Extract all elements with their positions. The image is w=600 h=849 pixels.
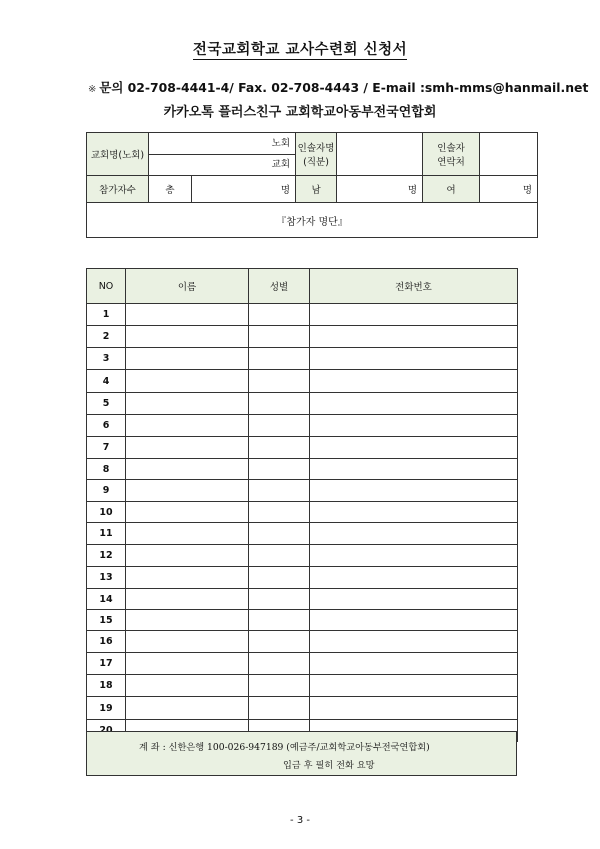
- contact-info: 문의 02-708-4441-4/ Fax. 02-708-4443 / E-mail :smh-mms@hanmail.net: [99, 80, 589, 95]
- row-number: 17: [87, 653, 126, 675]
- total-label: 총: [149, 176, 192, 203]
- name-cell[interactable]: [126, 545, 249, 567]
- table-row: [87, 545, 518, 567]
- contact-line: [88, 78, 588, 96]
- phone-cell[interactable]: [310, 523, 518, 545]
- table-row: [87, 393, 518, 415]
- gender-cell[interactable]: [249, 370, 310, 393]
- leader-contact-label: [423, 133, 480, 176]
- table-row: [87, 653, 518, 675]
- leader-contact-label-line2: 연락처: [437, 157, 465, 168]
- row-number: 2: [87, 326, 126, 348]
- participants-label: 참가자수: [87, 176, 149, 203]
- name-cell[interactable]: [126, 589, 249, 610]
- payment-info: [86, 731, 517, 776]
- participant-list-title: 『참가자 명단』: [87, 203, 538, 238]
- phone-cell[interactable]: [310, 415, 518, 437]
- column-header-name: 이름: [126, 269, 249, 304]
- table-row: [87, 697, 518, 720]
- name-cell[interactable]: [126, 304, 249, 326]
- table-row: [87, 631, 518, 653]
- participant-rows: [87, 304, 518, 742]
- gender-cell[interactable]: [249, 348, 310, 370]
- phone-cell[interactable]: [310, 567, 518, 589]
- gender-cell[interactable]: [249, 589, 310, 610]
- table-row: [87, 589, 518, 610]
- phone-cell[interactable]: [310, 697, 518, 720]
- phone-cell[interactable]: [310, 326, 518, 348]
- phone-cell[interactable]: [310, 502, 518, 523]
- name-cell[interactable]: [126, 348, 249, 370]
- total-count-field[interactable]: 명: [192, 176, 296, 203]
- church-suffix: 교회: [271, 159, 291, 170]
- organization-name: 카카오톡 플러스친구 교회학교아동부전국연합회: [163, 105, 437, 120]
- table-row: [87, 523, 518, 545]
- name-cell[interactable]: [126, 393, 249, 415]
- phone-cell[interactable]: [310, 437, 518, 459]
- name-cell[interactable]: [126, 437, 249, 459]
- gender-cell[interactable]: [249, 415, 310, 437]
- church-name-field[interactable]: [149, 133, 296, 176]
- document-title: 전국교회학교 교사수련회 신청서: [192, 42, 408, 58]
- table-row: [87, 567, 518, 589]
- row-number: 8: [87, 459, 126, 480]
- church-name-label: 교회명(노회): [87, 133, 149, 176]
- leader-name-label: [296, 133, 337, 176]
- row-number: 14: [87, 589, 126, 610]
- row-number: 18: [87, 675, 126, 697]
- gender-cell[interactable]: [249, 502, 310, 523]
- phone-cell[interactable]: [310, 480, 518, 502]
- table-row: [87, 304, 518, 326]
- female-count-field[interactable]: 명: [480, 176, 538, 203]
- gender-cell[interactable]: [249, 393, 310, 415]
- leader-contact-field[interactable]: [480, 133, 538, 176]
- phone-cell[interactable]: [310, 304, 518, 326]
- phone-cell[interactable]: [310, 370, 518, 393]
- table-row: [87, 326, 518, 348]
- phone-cell[interactable]: [310, 589, 518, 610]
- phone-cell[interactable]: [310, 545, 518, 567]
- gender-cell[interactable]: [249, 326, 310, 348]
- participant-table: [86, 268, 518, 742]
- phone-cell[interactable]: [310, 675, 518, 697]
- name-cell[interactable]: [126, 459, 249, 480]
- gender-cell[interactable]: [249, 437, 310, 459]
- page-number: - 3 -: [290, 815, 310, 826]
- name-cell[interactable]: [126, 610, 249, 631]
- name-cell[interactable]: [126, 370, 249, 393]
- name-cell[interactable]: [126, 326, 249, 348]
- row-number: 5: [87, 393, 126, 415]
- gender-cell[interactable]: [249, 675, 310, 697]
- name-cell[interactable]: [126, 697, 249, 720]
- row-number: 3: [87, 348, 126, 370]
- gender-cell[interactable]: [249, 304, 310, 326]
- gender-cell[interactable]: [249, 610, 310, 631]
- name-cell[interactable]: [126, 653, 249, 675]
- row-number: 19: [87, 697, 126, 720]
- name-cell[interactable]: [126, 415, 249, 437]
- bank-account: 계 좌 : 신한은행 100-026-947189 (예금주/교회학교아동부전국연합회): [139, 742, 430, 753]
- church-info-table: [86, 132, 538, 238]
- row-number: 11: [87, 523, 126, 545]
- row-number: 16: [87, 631, 126, 653]
- column-header-no: NO: [87, 269, 126, 304]
- row-number: 15: [87, 610, 126, 631]
- gender-cell[interactable]: [249, 459, 310, 480]
- row-number: 4: [87, 370, 126, 393]
- table-row: [87, 480, 518, 502]
- row-number: 7: [87, 437, 126, 459]
- table-row: [87, 370, 518, 393]
- table-row: [87, 348, 518, 370]
- phone-cell[interactable]: [310, 459, 518, 480]
- phone-cell[interactable]: [310, 653, 518, 675]
- row-number: 1: [87, 304, 126, 326]
- gender-cell[interactable]: [249, 545, 310, 567]
- name-cell[interactable]: [126, 631, 249, 653]
- payment-note: 입금 후 필히 전화 요망: [283, 760, 375, 771]
- leader-contact-label-line1: 인솔자: [437, 143, 465, 154]
- reference-mark: ※: [88, 84, 97, 95]
- male-count-field[interactable]: 명: [337, 176, 423, 203]
- row-number: 6: [87, 415, 126, 437]
- presbytery-suffix: 노회: [149, 133, 295, 155]
- leader-name-field[interactable]: [337, 133, 423, 176]
- column-header-phone: 전화번호: [310, 269, 518, 304]
- phone-cell[interactable]: [310, 610, 518, 631]
- table-row: [87, 675, 518, 697]
- gender-cell[interactable]: [249, 523, 310, 545]
- gender-cell[interactable]: [249, 653, 310, 675]
- leader-name-label-line2: (직분): [303, 157, 329, 168]
- row-number: 13: [87, 567, 126, 589]
- name-cell[interactable]: [126, 480, 249, 502]
- gender-cell[interactable]: [249, 631, 310, 653]
- phone-cell[interactable]: [310, 348, 518, 370]
- leader-name-label-line1: 인솔자명: [297, 143, 335, 154]
- table-row: [87, 610, 518, 631]
- male-label: 남: [296, 176, 337, 203]
- gender-cell[interactable]: [249, 697, 310, 720]
- table-row: [87, 415, 518, 437]
- name-cell[interactable]: [126, 502, 249, 523]
- row-number: 9: [87, 480, 126, 502]
- column-header-gender: 성별: [249, 269, 310, 304]
- row-number: 10: [87, 502, 126, 523]
- table-row: [87, 502, 518, 523]
- name-cell[interactable]: [126, 567, 249, 589]
- gender-cell[interactable]: [249, 567, 310, 589]
- name-cell[interactable]: [126, 675, 249, 697]
- table-row: [87, 459, 518, 480]
- name-cell[interactable]: [126, 523, 249, 545]
- row-number: 12: [87, 545, 126, 567]
- phone-cell[interactable]: [310, 631, 518, 653]
- table-row: [87, 437, 518, 459]
- phone-cell[interactable]: [310, 393, 518, 415]
- female-label: 여: [423, 176, 480, 203]
- gender-cell[interactable]: [249, 480, 310, 502]
